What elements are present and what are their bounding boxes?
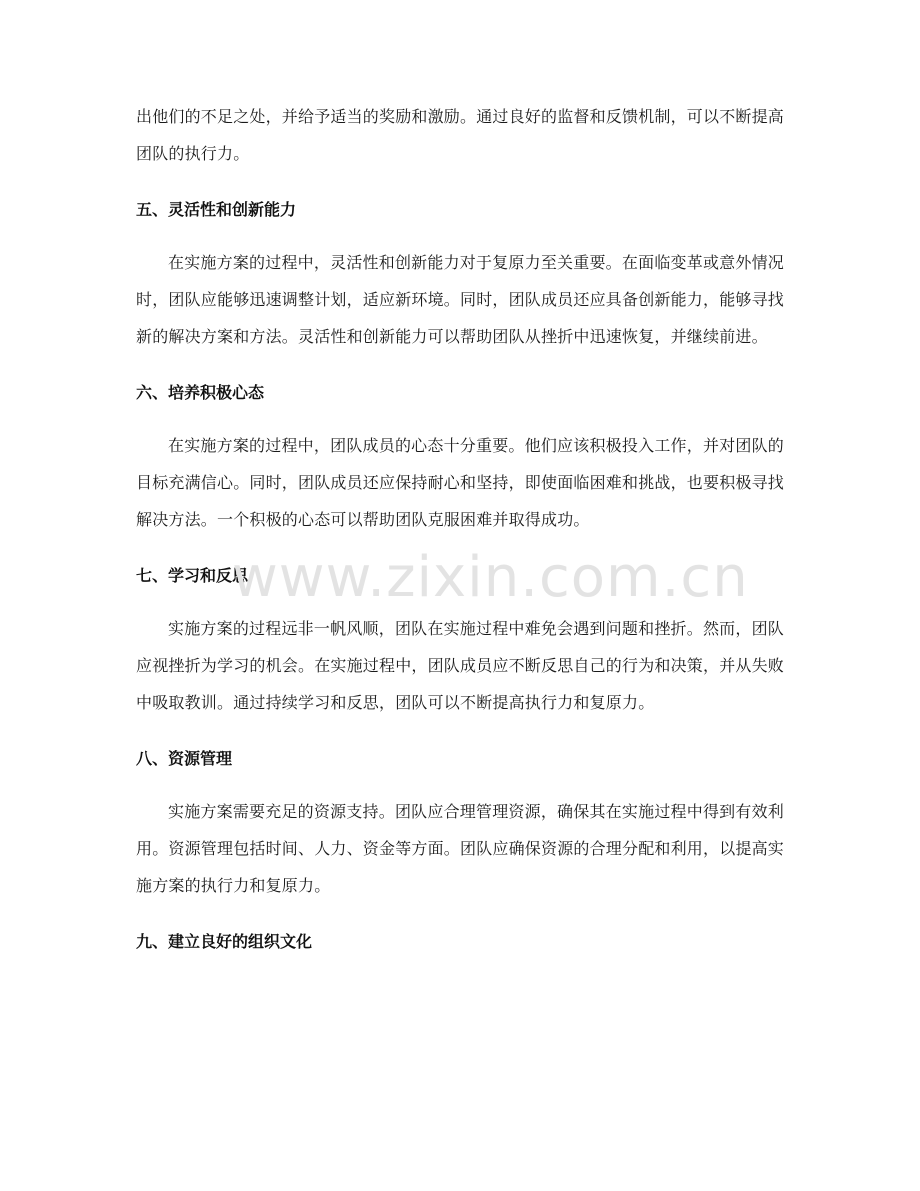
spacer bbox=[136, 172, 784, 191]
spacer bbox=[136, 777, 784, 793]
document-content bbox=[136, 98, 784, 960]
spacer bbox=[136, 538, 784, 557]
section-body-5: 在实施方案的过程中，灵活性和创新能力对于复原力至关重要。在面临变革或意外情况时，团队应能够迅速调整计划，适应新环境。同时，团队成员还应具备创新能力，能够寻找新的解决方案和方法。灵活性和创新能力可以帮助团队从挫折中迅速恢复，并继续前进。 bbox=[136, 253, 785, 346]
section-heading-6: 六、培养积极心态 bbox=[136, 383, 265, 402]
section-heading-9: 九、建立良好的组织文化 bbox=[136, 932, 313, 951]
spacer bbox=[136, 594, 784, 610]
section-body-8: 实施方案需要充足的资源支持。团队应合理管理资源，确保其在实施过程中得到有效利用。资源管理包括时间、人力、资金等方面。团队应确保资源的合理分配和利用，以提高实施方案的执行力和复原力。 bbox=[136, 802, 785, 895]
spacer bbox=[136, 411, 784, 427]
section-body-7: 实施方案的过程远非一帆风顺，团队在实施过程中难免会遇到问题和挫折。然而，团队应视挫折为学习的机会。在实施过程中，团队成员应不断反思自己的行为和决策，并从失败中吸取教训。通过持续学习和反思，团队可以不断提高执行力和复原力。 bbox=[136, 619, 785, 712]
spacer bbox=[136, 355, 784, 374]
section-body-6: 在实施方案的过程中，团队成员的心态十分重要。他们应该积极投入工作，并对团队的目标充满信心。同时，团队成员还应保持耐心和坚持，即使面临困难和挑战，也要积极寻找解决方法。一个积极的心态可以帮助团队克服困难并取得成功。 bbox=[136, 436, 785, 529]
section-heading-7: 七、学习和反思 bbox=[136, 566, 249, 585]
section-heading-5: 五、灵活性和创新能力 bbox=[136, 200, 297, 219]
watermark-text: www.zixin.com.cn bbox=[232, 545, 749, 610]
section-heading-8: 八、资源管理 bbox=[136, 749, 233, 768]
intro-paragraph: 出他们的不足之处，并给予适当的奖励和激励。通过良好的监督和反馈机制，可以不断提高团队的执行力。 bbox=[136, 107, 785, 163]
spacer bbox=[136, 721, 784, 740]
spacer bbox=[136, 228, 784, 244]
spacer bbox=[136, 904, 784, 923]
